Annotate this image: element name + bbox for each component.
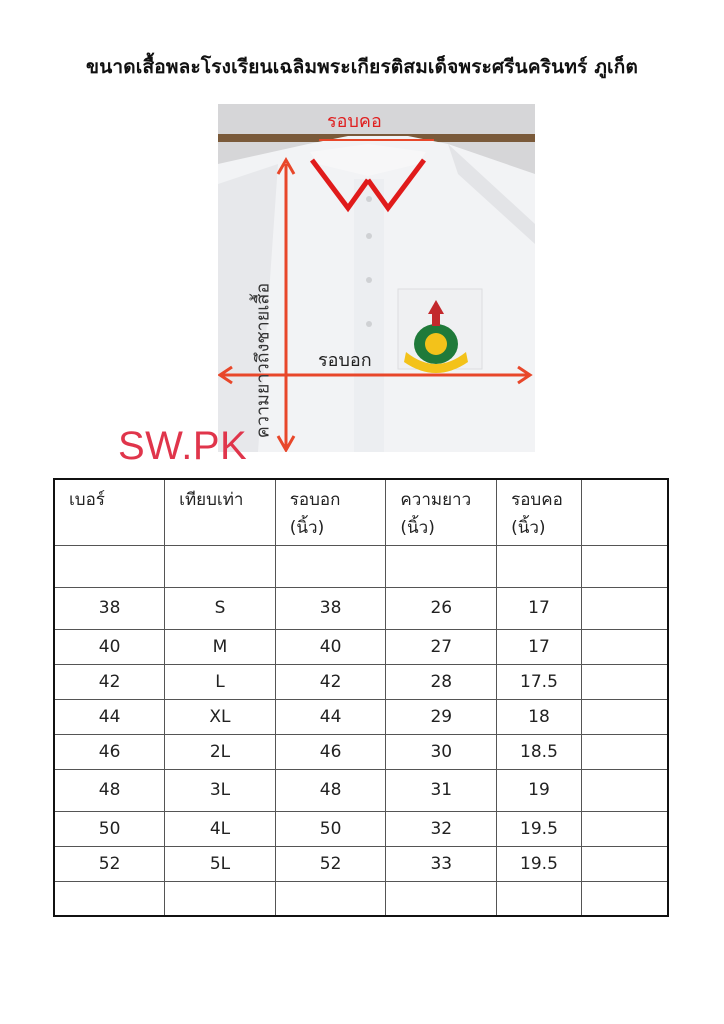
cell-length: 33 — [386, 846, 497, 881]
cell-collar: 19 — [497, 769, 582, 811]
cell-empty — [581, 664, 668, 699]
table-row — [54, 699, 668, 734]
table-row — [54, 629, 668, 664]
cell-size: 48 — [54, 769, 165, 811]
cell-equivalent: 5L — [165, 846, 276, 881]
cell-equivalent: 3L — [165, 769, 276, 811]
cell-equivalent: L — [165, 664, 276, 699]
cell-empty — [581, 811, 668, 846]
cell-empty — [581, 629, 668, 664]
length-measure-label: ความยาวถึงชายเสื้อ — [252, 282, 274, 439]
cell-length: 30 — [386, 734, 497, 769]
cell-equivalent: S — [165, 587, 276, 629]
cell-length: 31 — [386, 769, 497, 811]
cell-collar: 17 — [497, 629, 582, 664]
cell-chest: 52 — [275, 846, 386, 881]
cell-chest: 50 — [275, 811, 386, 846]
cell-length: 27 — [386, 629, 497, 664]
cell-collar: 18 — [497, 699, 582, 734]
table-row — [54, 545, 668, 587]
header-size-number: เบอร์ — [54, 479, 165, 545]
cell-chest: 42 — [275, 664, 386, 699]
table-row — [54, 734, 668, 769]
cell-equivalent: 2L — [165, 734, 276, 769]
cell-equivalent: M — [165, 629, 276, 664]
cell-collar: 17.5 — [497, 664, 582, 699]
header-length: ความยาว (นิ้ว) — [386, 479, 497, 545]
cell-size: 52 — [54, 846, 165, 881]
cell-chest: 38 — [275, 587, 386, 629]
cell-length: 29 — [386, 699, 497, 734]
cell-collar: 17 — [497, 587, 582, 629]
cell-chest: 48 — [275, 769, 386, 811]
table-row — [54, 846, 668, 881]
cell-empty — [581, 734, 668, 769]
table-row — [54, 587, 668, 629]
cell-empty — [581, 846, 668, 881]
cell-size: 40 — [54, 629, 165, 664]
cell-empty — [581, 699, 668, 734]
cell-collar: 19.5 — [497, 846, 582, 881]
cell-collar: 19.5 — [497, 811, 582, 846]
collar-measure-label: รอบคอ — [327, 111, 382, 132]
cell-collar: 18.5 — [497, 734, 582, 769]
table-row — [54, 811, 668, 846]
header-collar: รอบคอ (นิ้ว) — [497, 479, 582, 545]
cell-length: 32 — [386, 811, 497, 846]
cell-chest: 40 — [275, 629, 386, 664]
cell-size: 38 — [54, 587, 165, 629]
cell-empty — [581, 587, 668, 629]
cell-length: 26 — [386, 587, 497, 629]
header-chest: รอบอก (นิ้ว) — [275, 479, 386, 545]
cell-size: 50 — [54, 811, 165, 846]
size-table — [53, 478, 669, 917]
cell-chest: 46 — [275, 734, 386, 769]
table-header-row — [54, 479, 668, 545]
cell-length: 28 — [386, 664, 497, 699]
page-title: ขนาดเสื้อพละโรงเรียนเฉลิมพระเกียรติสมเด็จพระศรีนครินทร์ ภูเก็ต — [86, 56, 638, 78]
chest-measure-label: รอบอก — [318, 350, 372, 371]
table-row — [54, 881, 668, 916]
cell-empty — [581, 769, 668, 811]
cell-size: 42 — [54, 664, 165, 699]
cell-chest: 44 — [275, 699, 386, 734]
cell-size: 46 — [54, 734, 165, 769]
table-row — [54, 664, 668, 699]
cell-equivalent: 4L — [165, 811, 276, 846]
brand-watermark: SW.PK — [118, 424, 248, 468]
cell-equivalent: XL — [165, 699, 276, 734]
header-equivalent: เทียบเท่า — [165, 479, 276, 545]
cell-size: 44 — [54, 699, 165, 734]
header-empty — [581, 479, 668, 545]
table-row — [54, 769, 668, 811]
